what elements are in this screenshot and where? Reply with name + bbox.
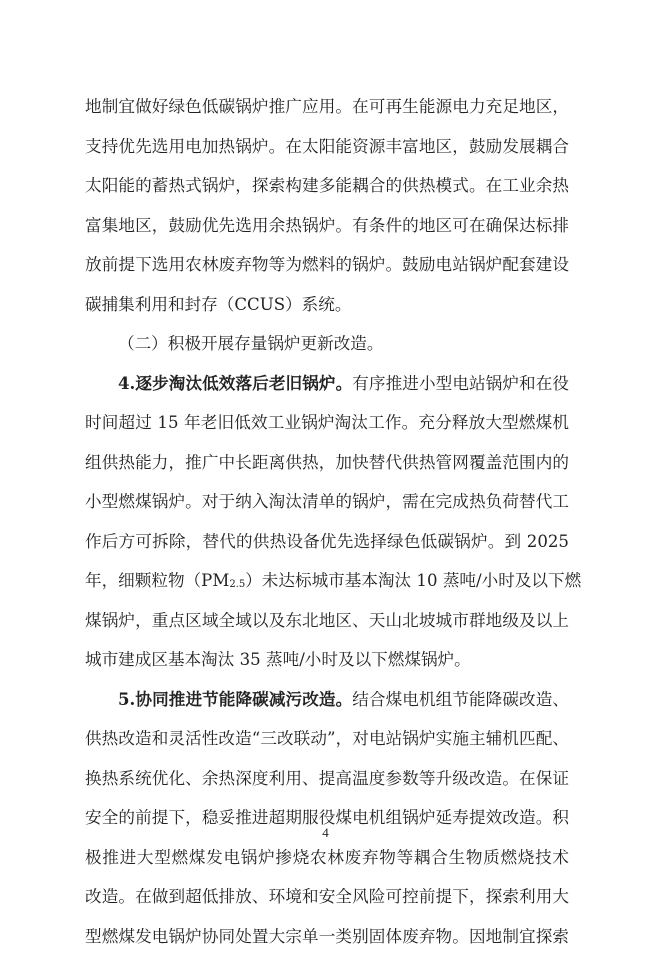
text-span: ）未达标城市基本淘汰 10 蒸吨/小时及以下燃 [245, 571, 581, 590]
text-line: 极推进大型燃煤发电锅炉掺烧农林废弃物等耦合生物质燃烧技术 [85, 838, 569, 878]
text-line: 安全的前提下，稳妥推进超期服役煤电机组锅炉延寿提效改造。积 [85, 798, 569, 838]
text-span: 有序推进小型电站锅炉和在役 [352, 374, 569, 393]
text-line: 型燃煤发电锅炉协同处置大宗单一类别固体废弃物。因地制宜探索 [85, 917, 569, 956]
text-line: 供热改造和灵活性改造“三改联动”，对电站锅炉实施主辅机匹配、 [85, 719, 569, 759]
page-number: 4 [0, 825, 651, 841]
text-line: 城市建成区基本淘汰 35 蒸吨/小时及以下燃煤锅炉。 [85, 640, 569, 680]
item-4-title: 4.逐步淘汰低效落后老旧锅炉。 [118, 373, 352, 393]
text-line: 放前提下选用农林废弃物等为燃料的锅炉。鼓励电站锅炉配套建设 [85, 245, 569, 285]
text-line: 换热系统优化、余热深度利用、提高温度参数等升级改造。在保证 [85, 759, 569, 799]
text-line: 支持优先选用电加热锅炉。在太阳能资源丰富地区，鼓励发展耦合 [85, 127, 569, 167]
item-4-first-line [85, 364, 569, 404]
text-line: 时间超过 15 年老旧低效工业锅炉淘汰工作。充分释放大型燃煤机 [85, 403, 569, 443]
text-line: 组供热能力，推广中长距离供热，加快替代供热管网覆盖范围内的 [85, 443, 569, 483]
text-line: 煤锅炉，重点区域全域以及东北地区、天山北坡城市群地级及以上 [85, 601, 569, 641]
text-line: 太阳能的蓄热式锅炉，探索构建多能耦合的供热模式。在工业余热 [85, 166, 569, 206]
text-line: 作后方可拆除，替代的供热设备优先选择绿色低碳锅炉。到 2025 [85, 522, 569, 562]
item-5-first-line [85, 680, 569, 720]
text-span: 结合煤电机组节能降碳改造、 [352, 690, 569, 709]
pm25-line [85, 561, 569, 601]
item-5-title: 5.协同推进节能降碳减污改造。 [118, 689, 352, 709]
section-heading: （二）积极开展存量锅炉更新改造。 [85, 324, 569, 364]
text-line: 小型燃煤锅炉。对于纳入淘汰清单的锅炉，需在完成热负荷替代工 [85, 482, 569, 522]
text-line: 改造。在做到超低排放、环境和安全风险可控前提下，探索利用大 [85, 877, 569, 917]
subscript: 2.5 [229, 579, 245, 590]
text-span: 年，细颗粒物（PM [85, 571, 229, 590]
text-line: 富集地区，鼓励优先选用余热锅炉。有条件的地区可在确保达标排 [85, 206, 569, 246]
text-line: 碳捕集利用和封存（CCUS）系统。 [85, 285, 569, 325]
text-line: 地制宜做好绿色低碳锅炉推广应用。在可再生能源电力充足地区， [85, 87, 569, 127]
